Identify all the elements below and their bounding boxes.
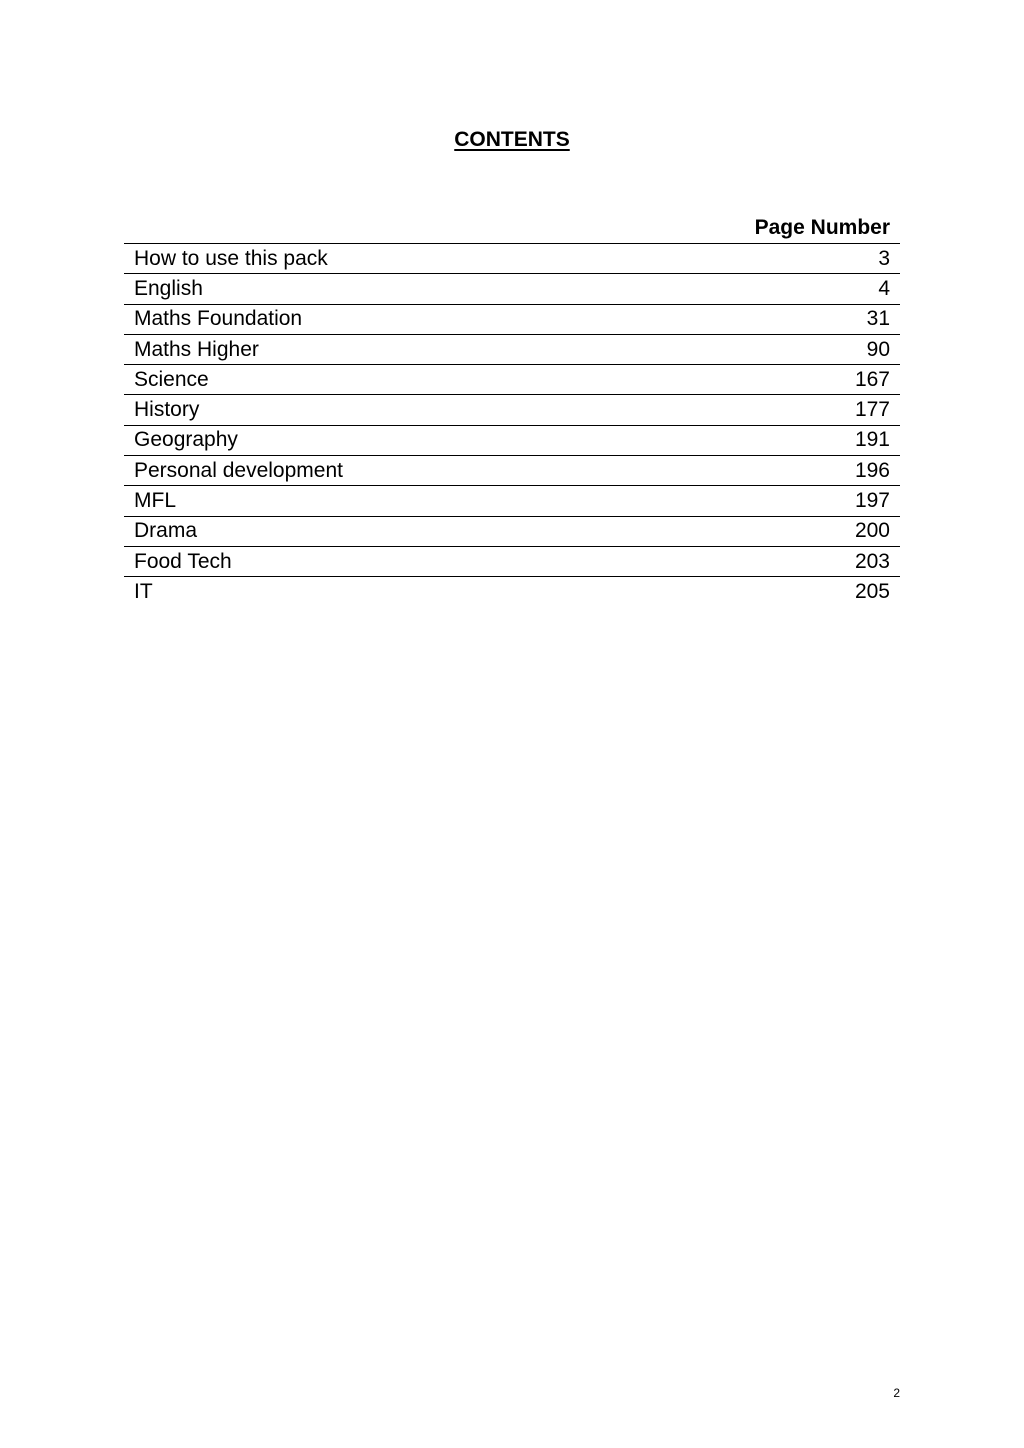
toc-entry-page: 3 xyxy=(878,246,890,270)
toc-row-maths-higher xyxy=(124,335,900,365)
toc-entry-page: 200 xyxy=(854,519,890,543)
contents-table xyxy=(124,213,900,608)
toc-entry-label: IT xyxy=(134,580,153,604)
page-number-column-header: Page Number xyxy=(754,216,890,239)
toc-entry-page: 90 xyxy=(866,337,890,361)
toc-row-drama xyxy=(124,517,900,547)
toc-entry-label: Maths Higher xyxy=(134,337,259,361)
toc-entry-label: Drama xyxy=(134,519,198,543)
toc-entry-label: Science xyxy=(134,367,209,391)
toc-entry-label: How to use this pack xyxy=(134,246,328,270)
toc-entry-page: 31 xyxy=(866,307,890,331)
toc-entry-label: Food Tech xyxy=(134,549,232,573)
toc-row-food-tech xyxy=(124,547,900,577)
toc-row-history xyxy=(124,395,900,425)
toc-entry-label: Personal development xyxy=(134,458,343,482)
toc-row-maths-foundation xyxy=(124,305,900,335)
toc-entry-page: 197 xyxy=(854,489,890,513)
page-title: CONTENTS xyxy=(454,128,570,151)
toc-entry-label: Maths Foundation xyxy=(134,307,303,331)
toc-row-english xyxy=(124,274,900,304)
toc-row-it xyxy=(124,577,900,607)
toc-row-personal-development xyxy=(124,456,900,486)
toc-entry-page: 203 xyxy=(854,549,890,573)
footer-page-number: 2 xyxy=(893,1386,900,1400)
toc-row-how-to-use xyxy=(124,244,900,274)
table-header xyxy=(124,213,900,244)
toc-row-science xyxy=(124,365,900,395)
toc-entry-label: English xyxy=(134,276,203,300)
toc-entry-page: 191 xyxy=(854,428,890,452)
toc-row-geography xyxy=(124,426,900,456)
toc-row-mfl xyxy=(124,486,900,516)
toc-entry-page: 177 xyxy=(854,398,890,422)
toc-entry-page: 196 xyxy=(854,458,890,482)
toc-entry-label: Geography xyxy=(134,428,238,452)
toc-entry-page: 167 xyxy=(854,367,890,391)
toc-entry-page: 4 xyxy=(878,276,890,300)
toc-entry-label: MFL xyxy=(134,489,176,513)
toc-entry-label: History xyxy=(134,398,200,422)
toc-entry-page: 205 xyxy=(854,580,890,604)
